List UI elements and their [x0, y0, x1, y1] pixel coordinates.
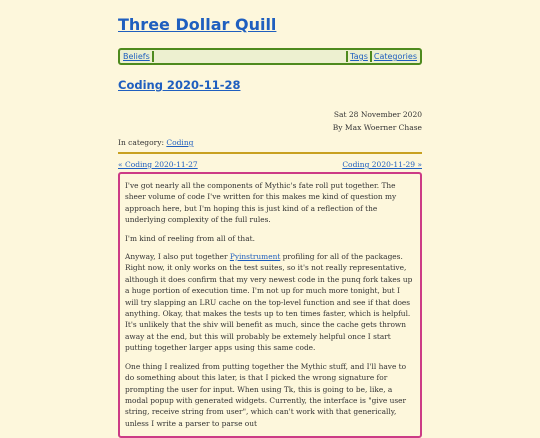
post-author: By Max Woerner Chase [332, 123, 422, 132]
nav-beliefs-link[interactable]: Beliefs [123, 52, 150, 61]
nav-tags-link[interactable]: Tags [350, 52, 368, 61]
post-meta [118, 108, 422, 134]
paragraph-text: Anyway, I also put together [125, 252, 230, 262]
paragraph [125, 251, 415, 354]
prev-post-link[interactable]: « Coding 2020-11-27 [118, 160, 198, 169]
site-title-link[interactable]: Three Dollar Quill [118, 15, 277, 34]
paragraph: I'm kind of reeling from all of that. [125, 233, 255, 243]
post-date: Sat 28 November 2020 [333, 110, 422, 119]
page [118, 0, 422, 438]
category-link[interactable]: Coding [166, 138, 194, 147]
paragraph: I've got nearly all the components of Mythic's fate roll put together. The sheer volume of code I've written for this makes me kind of question my approach here, but I'm hoping this is just kind of a reflection of the underlying complexity of the full rules. [125, 181, 397, 225]
nav-categories-link[interactable]: Categories [373, 52, 417, 61]
post-pager [118, 160, 422, 169]
post-title-link[interactable]: Coding 2020-11-28 [118, 78, 241, 92]
divider [118, 152, 422, 154]
paragraph: One thing I realized from putting together the Mythic stuff, and I'll have to do something about this later, is that I picked the wrong signature for prompting the user for input. When using Tk, this is going to be, like, a modal popup with generated widgets. Currently, the interface is "give user string, receive string from user", which can't work with that generically, unless I write a parser to parse out [125, 361, 407, 428]
post-category [118, 138, 422, 147]
next-post-link[interactable]: Coding 2020-11-29 » [342, 160, 422, 169]
post-content [118, 172, 422, 438]
pyinstrument-link[interactable]: Pyinstrument [229, 252, 281, 262]
paragraph-text: profiling for all of the packages. Right now, it only works on the test suites, so it's not really representative, although it does confirm that my very newest code in the punq fork takes up a huge portion of execution time. I'm not up for much more tonight, but I will try slapping an LRU cache on the top-level function and see if that does anything. Okay, that makes the tests up to ten times faster, which is helpful. It's unlikely that the shiv will benefit as much, since the cache gets thrown away at the end, but this will probably be extemely helpful once I start putting together larger apps using this same code. [125, 252, 413, 353]
top-navbar [118, 48, 422, 65]
category-prefix: In category: [118, 138, 167, 147]
nav-spacer [154, 51, 346, 62]
